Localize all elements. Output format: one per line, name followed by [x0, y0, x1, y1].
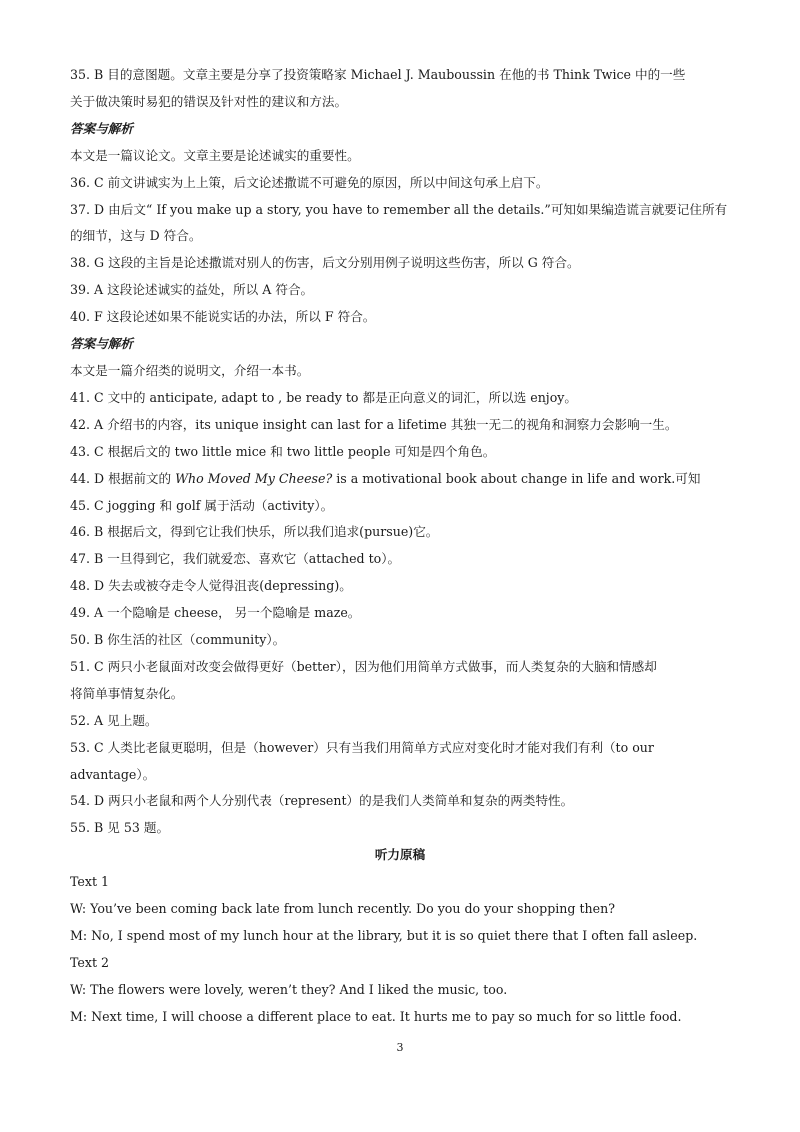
answer-37-line1: 37. D 由后文“ If you make up a story, you have to remember all the details.”可知如果编造谎言就要记住所有	[70, 201, 728, 217]
answer-41: 41. C 文中的 anticipate, adapt to , be ready to 都是正向意义的词汇，所以选 enjoy。	[70, 389, 577, 405]
dialogue-line-man: M: Next time, I will choose a different place to eat. It hurts me to pay so much for so little food.	[70, 1008, 682, 1024]
answer-53-line2: advantage）。	[70, 766, 156, 782]
answer-35-line1: 35. B 目的意图题。文章主要是分享了投资策略家 Michael J. Mauboussin 在他的书 Think Twice 中的一些	[70, 67, 686, 82]
answer-37-line2: 的细节，这与 D 符合。	[70, 228, 202, 244]
text-2-label: Text 2	[70, 954, 110, 970]
passage-intro: 本文是一篇议论文。文章主要是论述诚实的重要性。	[70, 147, 360, 163]
answer-38: 38. G 这段的主旨是论述撒谎对别人的伤害，后文分别用例子说明这些伤害，所以 G 符合。	[70, 255, 580, 271]
dialogue-line-woman: W: You’ve been coming back late from lunch recently. Do you do your shopping then?	[70, 901, 615, 917]
answer-50: 50. B 你生活的社区（community）。	[70, 632, 286, 648]
text-1-label: Text 1	[70, 874, 110, 890]
answer-40: 40. F 这段论述如果不能说实话的办法，所以 F 符合。	[70, 309, 376, 325]
section-heading-answers: 答案与解析	[70, 336, 133, 352]
answer-52: 52. A 见上题。	[70, 712, 158, 728]
book-title: Who Moved My Cheese?	[175, 470, 333, 486]
page-number: 3	[396, 1041, 404, 1054]
section-title-listening-transcript: 听力原稿	[374, 847, 426, 863]
answer-49: 49. A 一个隐喻是 cheese， 另一个隐喻是 maze。	[70, 605, 361, 621]
dialogue-line-man: M: No, I spend most of my lunch hour at the library, but it is so quiet there that I often fall asleep.	[70, 928, 698, 943]
passage-intro: 本文是一篇介绍类的说明文，介绍一本书。	[70, 362, 310, 378]
answer-44-suffix: is a motivational book about change in life and work.可知	[332, 470, 701, 486]
answer-51-line1: 51. C 两只小老鼠面对改变会做得更好（better），因为他们用简单方式做事，而人类复杂的大脑和情感却	[70, 658, 657, 674]
section-heading-answers: 答案与解析	[70, 120, 133, 136]
answer-54: 54. D 两只小老鼠和两个人分别代表（represent）的是我们人类简单和复杂的两类特性。	[70, 793, 574, 809]
answer-48: 48. D 失去或被夺走令人觉得沮丧(depressing)。	[70, 578, 352, 594]
dialogue-line-woman: W: The flowers were lovely, weren’t they? And I liked the music, too.	[70, 981, 508, 997]
answer-39: 39. A 这段论述诚实的益处，所以 A 符合。	[70, 282, 314, 298]
answer-36: 36. C 前文讲诚实为上上策，后文论述撒谎不可避免的原因，所以中间这句承上启下。	[70, 174, 549, 190]
answer-key-text	[70, 62, 730, 1031]
answer-35-line2: 关于做决策时易犯的错误及针对性的建议和方法。	[70, 93, 348, 109]
answer-44-prefix: 44. D 根据前文的	[70, 470, 176, 486]
answer-42: 42. A 介绍书的内容，its unique insight can last for a lifetime 其独一无二的视角和洞察力会影响一生。	[70, 416, 678, 432]
answer-47: 47. B 一旦得到它，我们就爱恋、喜欢它（attached to）。	[70, 551, 401, 567]
answer-45: 45. C jogging 和 golf 属于活动（activity）。	[70, 497, 334, 513]
answer-43: 43. C 根据后文的 two little mice 和 two little people 可知是四个角色。	[70, 443, 496, 459]
answer-51-line2: 将简单事情复杂化。	[70, 685, 184, 701]
answer-55: 55. B 见 53 题。	[70, 820, 170, 836]
answer-53-line1: 53. C 人类比老鼠更聪明，但是（however）只有当我们用简单方式应对变化时才能对我们有利（to our	[70, 739, 654, 755]
answer-46: 46. B 根据后文，得到它让我们快乐，所以我们追求(pursue)它。	[70, 524, 439, 540]
answer-44	[70, 466, 730, 493]
